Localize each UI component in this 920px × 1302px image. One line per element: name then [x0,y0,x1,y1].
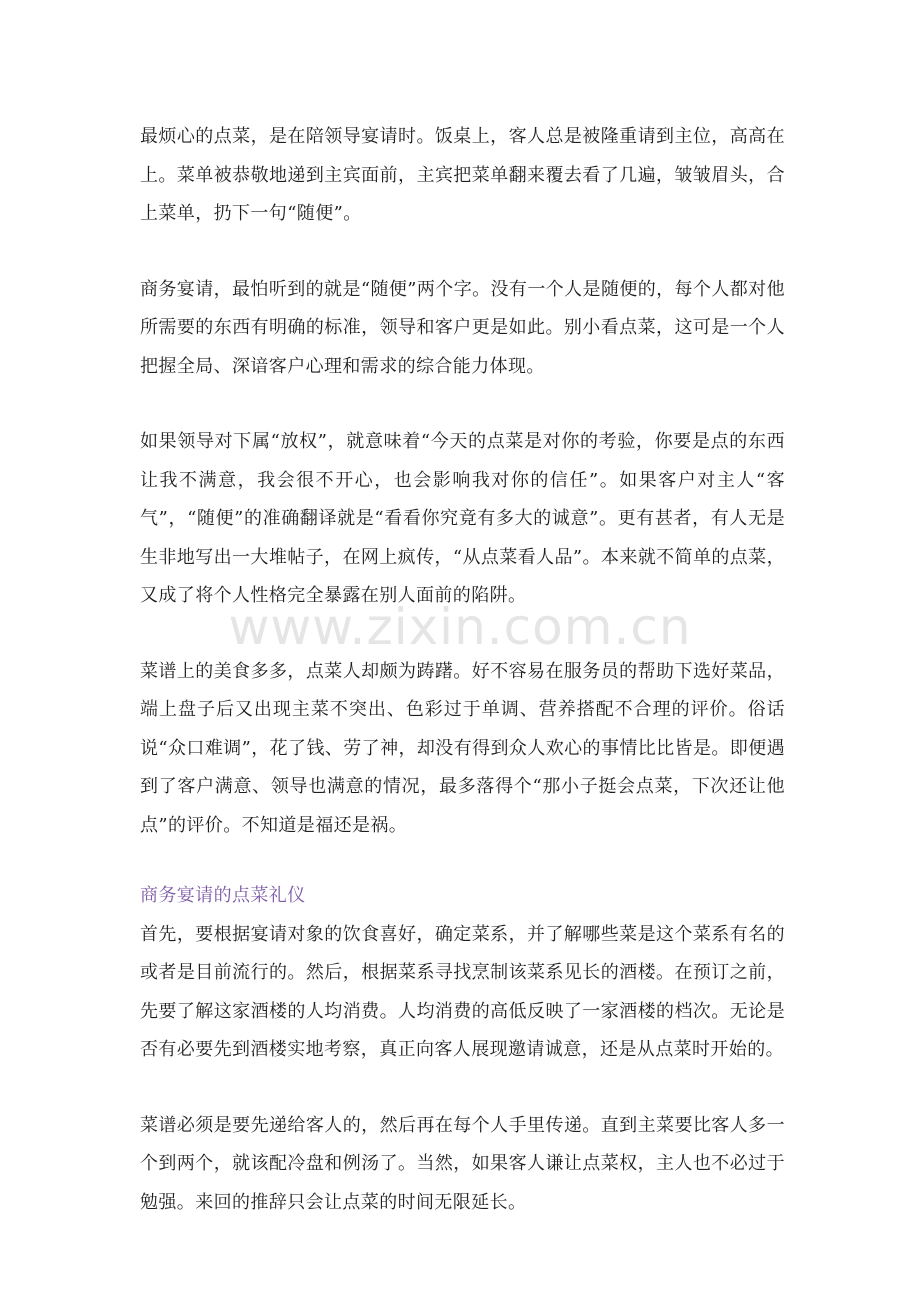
paragraph-3: 如果领导对下属“放权”，就意味着“今天的点菜是对你的考验，你要是点的东西让我不满意，我会很不开心，也会影响我对你的信任”。如果客户对主人“客气”，“随便”的准确翻译就是“看看你究竟有多大的诚意”。更有甚者，有人无是生非地写出一大堆帖子，在网上疯传，“从点菜看人品”。本来就不简单的点菜，又成了将个人性格完全暴露在别人面前的陷阱。 [140,431,785,606]
section-paragraph-1: 首先，要根据宴请对象的饮食喜好，确定菜系，并了解哪些菜是这个菜系有名的或者是目前流行的。然后，根据菜系寻找烹制该菜系见长的酒楼。在预订之前，先要了解这家酒楼的人均消费。人均消费的高低反映了一家酒楼的档次。无论是否有必要先到酒楼实地考察，真正向客人展现邀请诚意，还是从点菜时开始的。 [140,923,785,1060]
section-paragraph-2: 菜谱必须是要先递给客人的，然后再在每个人手里传递。直到主菜要比客人多一个到两个，就该配冷盘和例汤了。当然，如果客人谦让点菜权，主人也不必过于勉强。来回的推辞只会让点菜的时间无限延长。 [140,1114,785,1213]
watermark: www.zixin.com.cn [228,598,692,656]
paragraph-4: 菜谱上的美食多多，点菜人却颇为踌躇。好不容易在服务员的帮助下选好菜品，端上盘子后又出现主菜不突出、色彩过于单调、营养搭配不合理的评价。俗话说“众口难调”，花了钱、劳了神，却没有得到众人欢心的事情比比皆是。即便遇到了客户满意、领导也满意的情况，最多落得个“那小子挺会点菜，下次还让他点”的评价。不知道是福还是祸。 [140,660,785,836]
document-body [140,118,785,1222]
paragraph-1: 最烦心的点菜，是在陪领导宴请时。饭桌上，客人总是被隆重请到主位，高高在上。菜单被恭敬地递到主宾面前，主宾把菜单翻来覆去看了几遍，皱皱眉头，合上菜单，扔下一句“随便”。 [140,126,785,224]
paragraph-2: 商务宴请，最怕听到的就是“随便”两个字。没有一个人是随便的，每个人都对他所需要的东西有明确的标准，领导和客户更是如此。别小看点菜，这可是一个人把握全局、深谙客户心理和需求的综合能力体现。 [140,278,785,377]
section-heading: 商务宴请的点菜礼仪 [140,885,306,906]
